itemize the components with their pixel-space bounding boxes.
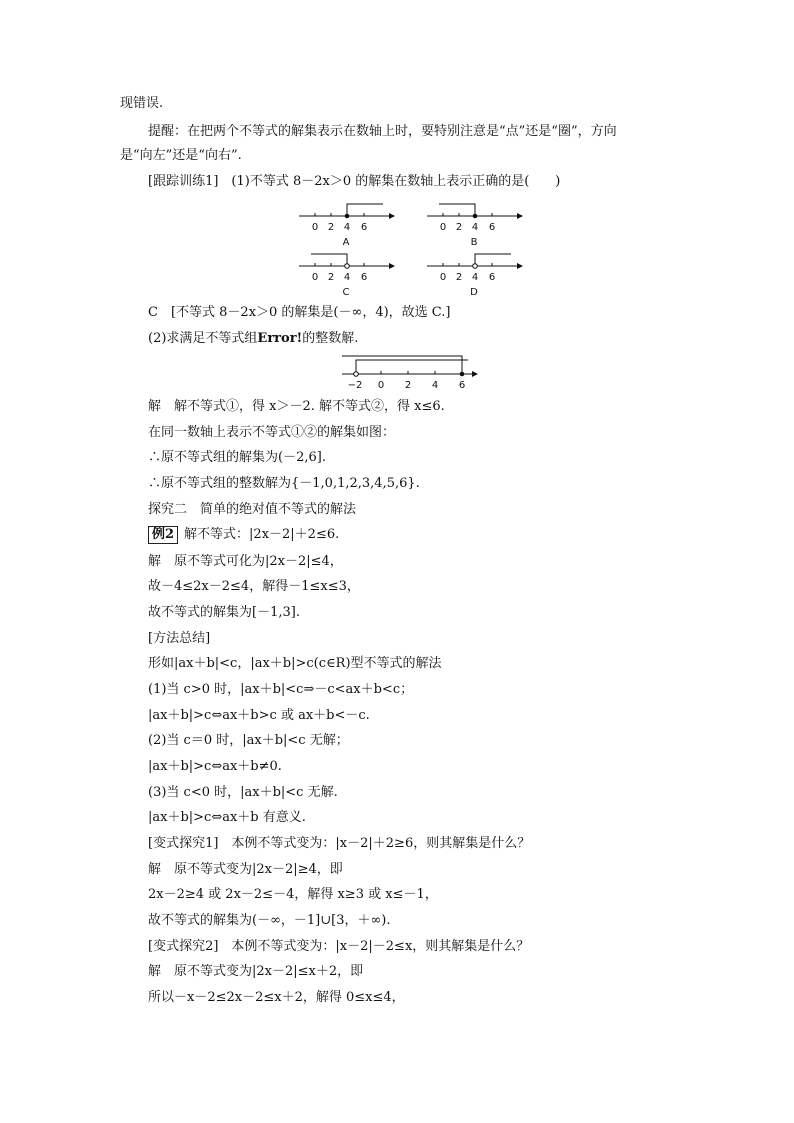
tick-label: 6 xyxy=(488,222,496,233)
text-line: (3)当 c<0 时，|ax＋b|<c 无解. xyxy=(148,785,338,800)
tick-label: 4 xyxy=(471,222,479,233)
text-line: |ax＋b|>c⇔ax＋b≠0. xyxy=(148,759,282,774)
solution-number-line xyxy=(340,352,482,392)
text-line: 现错误. xyxy=(120,96,164,111)
text-line: (2)当 c＝0 时，|ax＋b|<c 无解； xyxy=(148,733,349,748)
question-2-prefix: (2)求满足不等式组 xyxy=(148,331,258,346)
tick-label: 0 xyxy=(311,272,319,283)
option-label: D xyxy=(470,287,478,298)
method-heading: [方法总结] xyxy=(148,631,211,646)
tick-label: 6 xyxy=(360,222,368,233)
variant-2-question: [变式探究2] 本例不等式变为：|x－2|－2≤x，则其解集是什么？ xyxy=(148,939,530,954)
text-line: 所以－x－2≤2x－2≤x＋2，解得 0≤x≤4， xyxy=(148,990,405,1005)
tick-label: 0 xyxy=(439,222,447,233)
text-line: 故不等式的解集为[－1,3]. xyxy=(148,605,300,620)
text-line: 解 原不等式变为|2x－2|≥4，即 xyxy=(148,862,343,877)
tick-label: 2 xyxy=(404,380,412,391)
tick-label: 2 xyxy=(455,272,463,283)
option-label: A xyxy=(342,237,350,248)
example-tag: 例2 xyxy=(148,526,178,544)
tick-label: 4 xyxy=(471,272,479,283)
tick-label: 2 xyxy=(455,222,463,233)
number-line-option-a xyxy=(297,198,397,248)
tick-label: 0 xyxy=(439,272,447,283)
option-label: C xyxy=(342,287,350,298)
tick-label: 6 xyxy=(360,272,368,283)
section-heading: 探究二 简单的绝对值不等式的解法 xyxy=(148,502,357,517)
tick-label: 0 xyxy=(311,222,319,233)
text-line: 形如|ax＋b|<c，|ax＋b|>c(c∈R)型不等式的解法 xyxy=(148,656,442,671)
text-line: 解 原不等式变为|2x－2|≤x＋2，即 xyxy=(148,964,364,979)
example-2-text: 解不等式：|2x－2|＋2≤6. xyxy=(184,527,340,542)
tick-label: 2 xyxy=(327,222,335,233)
tick-label: −2 xyxy=(347,380,363,391)
example-2 xyxy=(148,525,794,545)
text-line: ∴原不等式组的整数解为{－1,0,1,2,3,4,5,6}. xyxy=(148,476,420,491)
question-2 xyxy=(148,329,794,349)
number-line-option-c xyxy=(297,248,397,298)
text-line: ∴原不等式组的解集为(－2,6]. xyxy=(148,450,326,465)
solution-line: 解 解不等式①，得 x＞－2. 解不等式②，得 x≤6. xyxy=(148,399,445,414)
question-2-suffix: 的整数解. xyxy=(302,331,359,346)
text-line: 解 原不等式可化为|2x－2|≤4， xyxy=(148,554,343,569)
number-line-option-b xyxy=(425,198,525,248)
text-line: |ax＋b|>c⇔ax＋b 有意义. xyxy=(148,810,306,825)
number-line-option-d xyxy=(425,248,525,298)
text-line: 故－4≤2x－2≤4，解得－1≤x≤3， xyxy=(148,579,360,594)
text-line: 故不等式的解集为(－∞，－1]∪[3，＋∞). xyxy=(148,913,391,928)
hint-line: 提醒：在把两个不等式的解集表示在数轴上时，要特别注意是“点”还是“圈”，方向 xyxy=(148,124,617,139)
variant-1-question: [变式探究1] 本例不等式变为：|x－2|＋2≥6，则其解集是什么？ xyxy=(148,836,531,851)
exercise-question: [跟踪训练1] (1)不等式 8－2x＞0 的解集在数轴上表示正确的是( ) xyxy=(148,174,561,189)
tick-label: 6 xyxy=(458,380,466,391)
text-line: 2x－2≥4 或 2x－2≤－4，解得 x≥3 或 x≤－1， xyxy=(148,887,438,902)
tick-label: 2 xyxy=(327,272,335,283)
text-line: |ax＋b|>c⇔ax＋b>c 或 ax＋b<－c. xyxy=(148,708,370,723)
text-line: 在同一数轴上表示不等式①②的解集如图： xyxy=(148,425,396,440)
tick-label: 0 xyxy=(377,380,385,391)
text-line: (1)当 c>0 时，|ax＋b|<c⇒－c<ax＋b<c； xyxy=(148,682,414,697)
error-text: Error! xyxy=(257,331,303,346)
tick-label: 4 xyxy=(343,222,351,233)
tick-label: 4 xyxy=(343,272,351,283)
tick-label: 6 xyxy=(488,272,496,283)
tick-label: 4 xyxy=(431,380,439,391)
answer-line: C [不等式 8－2x＞0 的解集是(－∞，4)，故选 C.] xyxy=(148,305,451,320)
hint-line-cont: 是“向左”还是“向右”. xyxy=(120,148,242,163)
option-label: B xyxy=(470,237,478,248)
